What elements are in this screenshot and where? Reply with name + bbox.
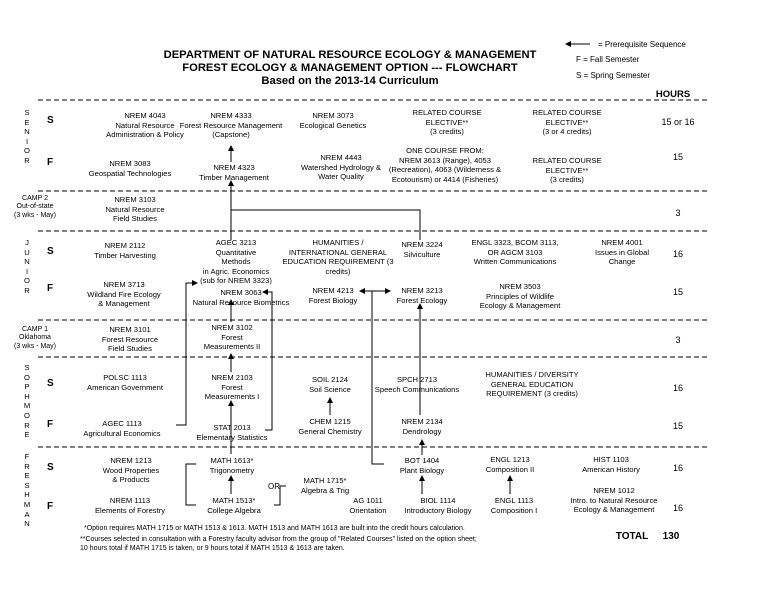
course-nrem4043: NREM 4043 Natural Resource Administration & Policy — [106, 111, 184, 140]
hours-soph-s: 16 — [672, 383, 683, 393]
year-sophomore: S O P H M O R E — [23, 363, 31, 440]
sem-soph-s: S — [47, 378, 54, 389]
course-rel-elec-1: RELATED COURSE ELECTIVE** (3 credits) — [412, 108, 482, 137]
arrow-agec1113-to-agec3213 — [176, 283, 197, 425]
legend-prereq: = Prerequisite Sequence — [598, 40, 686, 49]
hours-junior-s: 16 — [672, 249, 683, 259]
sem-fresh-s: S — [47, 462, 54, 473]
title-line-1: DEPARTMENT OF NATURAL RESOURCE ECOLOGY & MANAGEMENT — [163, 49, 537, 61]
course-humanities-intl: HUMANITIES / INTERNATIONAL GENERAL EDUCATION REQUIREMENT (3 credits) — [282, 238, 394, 276]
sem-junior-s: S — [47, 246, 54, 257]
sem-fresh-f: F — [47, 501, 54, 512]
course-nrem3213: NREM 3213 Forest Ecology — [396, 286, 448, 305]
hours-fresh-s: 16 — [672, 463, 683, 473]
course-chem1215: CHEM 1215 General Chemistry — [298, 417, 362, 436]
course-math1513: MATH 1513* College Algebra — [207, 496, 261, 515]
course-nrem4001: NREM 4001 Issues in Global Change — [594, 238, 650, 267]
course-nrem3073: NREM 3073 Ecological Genetics — [299, 111, 367, 130]
course-humanities-div: HUMANITIES / DIVERSITY GENERAL EDUCATION REQUIREMENT (3 credits) — [485, 370, 579, 399]
line-3224-to-4323 — [231, 210, 420, 240]
hours-camp2: 3 — [675, 208, 681, 218]
sem-senior-f: F — [47, 157, 54, 168]
hours-soph-f: 15 — [672, 421, 683, 431]
course-nrem1012: NREM 1012 Intro. to Natural Resource Ecology & Management — [570, 486, 658, 515]
hours-header: HOURS — [655, 89, 691, 100]
course-math1613: MATH 1613* Trigonometry — [209, 456, 255, 475]
line-math1715-or — [274, 486, 286, 505]
sem-senior-s: S — [47, 115, 54, 126]
course-agec1113: AGEC 1113 Agricultural Economics — [83, 419, 161, 438]
course-bot1404: BOT 1404 Plant Biology — [399, 456, 445, 475]
legend-fall: F = Fall Semester — [576, 55, 640, 64]
camp1-label: CAMP 1 Oklahoma (3 wks - May) — [14, 326, 56, 350]
total-value: 130 — [662, 531, 680, 542]
course-nrem4213: NREM 4213 Forest Biology — [308, 286, 358, 305]
course-nrem3101: NREM 3101 Forest Resource Field Studies — [101, 325, 159, 354]
course-nrem2103: NREM 2103 Forest Measurements I — [204, 373, 260, 402]
course-one-course-from: ONE COURSE FROM: NREM 3613 (Range), 4053 (Recreation), 4063 (Wilderness & Ecotourism) or 4414 (Fisheries) — [388, 146, 502, 184]
line-bot1404-up — [372, 291, 384, 464]
course-nrem2134: NREM 2134 Dendrology — [401, 417, 443, 436]
course-engl1213: ENGL 1213 Composition II — [485, 455, 535, 474]
course-nrem3083: NREM 3083 Geospatial Technologies — [88, 159, 172, 178]
course-nrem3102: NREM 3102 Forest Measurements II — [203, 323, 261, 352]
course-rel-elec-2: RELATED COURSE ELECTIVE** (3 or 4 credits) — [532, 108, 602, 137]
hours-fresh-f: 16 — [672, 503, 683, 513]
course-hist1103: HIST 1103 American History — [582, 455, 640, 474]
hours-camp1: 3 — [675, 335, 681, 345]
math-bracket — [186, 464, 196, 505]
course-nrem3224: NREM 3224 Silviculture — [401, 240, 443, 259]
course-nrem4323: NREM 4323 Timber Management — [199, 163, 269, 182]
course-nrem3103: NREM 3103 Natural Resource Field Studies — [105, 195, 165, 224]
course-biol1114: BIOL 1114 Introductory Biology — [404, 496, 472, 515]
hours-junior-f: 15 — [672, 287, 683, 297]
course-nrem4333: NREM 4333 Forest Resource Management (Capstone) — [179, 111, 283, 140]
course-spch2713: SPCH 2713 Speech Communications — [374, 375, 460, 394]
camp2-label: CAMP 2 Out-of-state (3 wks - May) — [14, 195, 56, 219]
course-agec3213: AGEC 3213 Quantitative Methods in Agric. Economics (sub for NREM 3323) — [200, 238, 272, 286]
course-engl1113: ENGL 1113 Composition I — [490, 496, 538, 515]
course-ag1011: AG 1011 Orientation — [349, 496, 387, 515]
course-nrem3713: NREM 3713 Wildland Fire Ecology & Management — [87, 280, 161, 309]
course-polsc1113: POLSC 1113 American Government — [87, 373, 163, 392]
year-freshman: F R E S H M A N — [23, 452, 31, 529]
or-label-1: OR — [268, 482, 280, 491]
sem-soph-f: F — [47, 419, 54, 430]
hours-senior-f: 15 — [672, 152, 683, 162]
sem-junior-f: F — [47, 283, 54, 294]
year-senior: S E N I O R — [24, 108, 30, 165]
hours-senior-s: 15 or 16 — [661, 117, 695, 127]
course-nrem2112: NREM 2112 Timber Harvesting — [94, 241, 156, 260]
course-soil2124: SOIL 2124 Soil Science — [309, 375, 351, 394]
course-rel-elec-3: RELATED COURSE ELECTIVE** (3 credits) — [532, 156, 602, 185]
course-nrem3063: NREM 3063 Natural Resource Biometrics — [192, 288, 290, 307]
legend-spring: S = Spring Semester — [576, 71, 651, 80]
year-junior: J U N I O R — [24, 238, 30, 295]
footnote-1: *Option requires MATH 1715 or MATH 1513 & 1613. MATH 1513 and MATH 1613 are built into the credit hours calculation. — [84, 525, 465, 532]
title-line-3: Based on the 2013-14 Curriculum — [261, 75, 439, 87]
course-nrem3503: NREM 3503 Principles of Wildlife Ecology & Management — [479, 282, 561, 311]
course-nrem1113: NREM 1113 Elements of Forestry — [94, 496, 166, 515]
course-math1715: MATH 1715* Algebra & Trig — [300, 476, 350, 495]
course-stat2013: STAT 2013 Elementary Statistics — [196, 423, 268, 442]
course-engl3323: ENGL 3323, BCOM 3113, OR AGCM 3103 Written Communications — [471, 238, 559, 267]
title-line-2: FOREST ECOLOGY & MANAGEMENT OPTION --- FLOWCHART — [182, 62, 518, 74]
course-nrem1213: NREM 1213 Wood Properties & Products — [102, 456, 160, 485]
course-nrem4443: NREM 4443 Watershed Hydrology & Water Quality — [301, 153, 381, 182]
footnote-2: **Courses selected in consultation with a Forestry faculty advisor from the group of "Related Courses" listed on the option sheet; 10 hours total if MATH 1715 is taken, or 9 hours total if MATH 1513 & 1613 are taken. — [80, 536, 477, 553]
arrow-stat2013-to-3063 — [263, 292, 272, 430]
total-label: TOTAL — [615, 531, 649, 542]
